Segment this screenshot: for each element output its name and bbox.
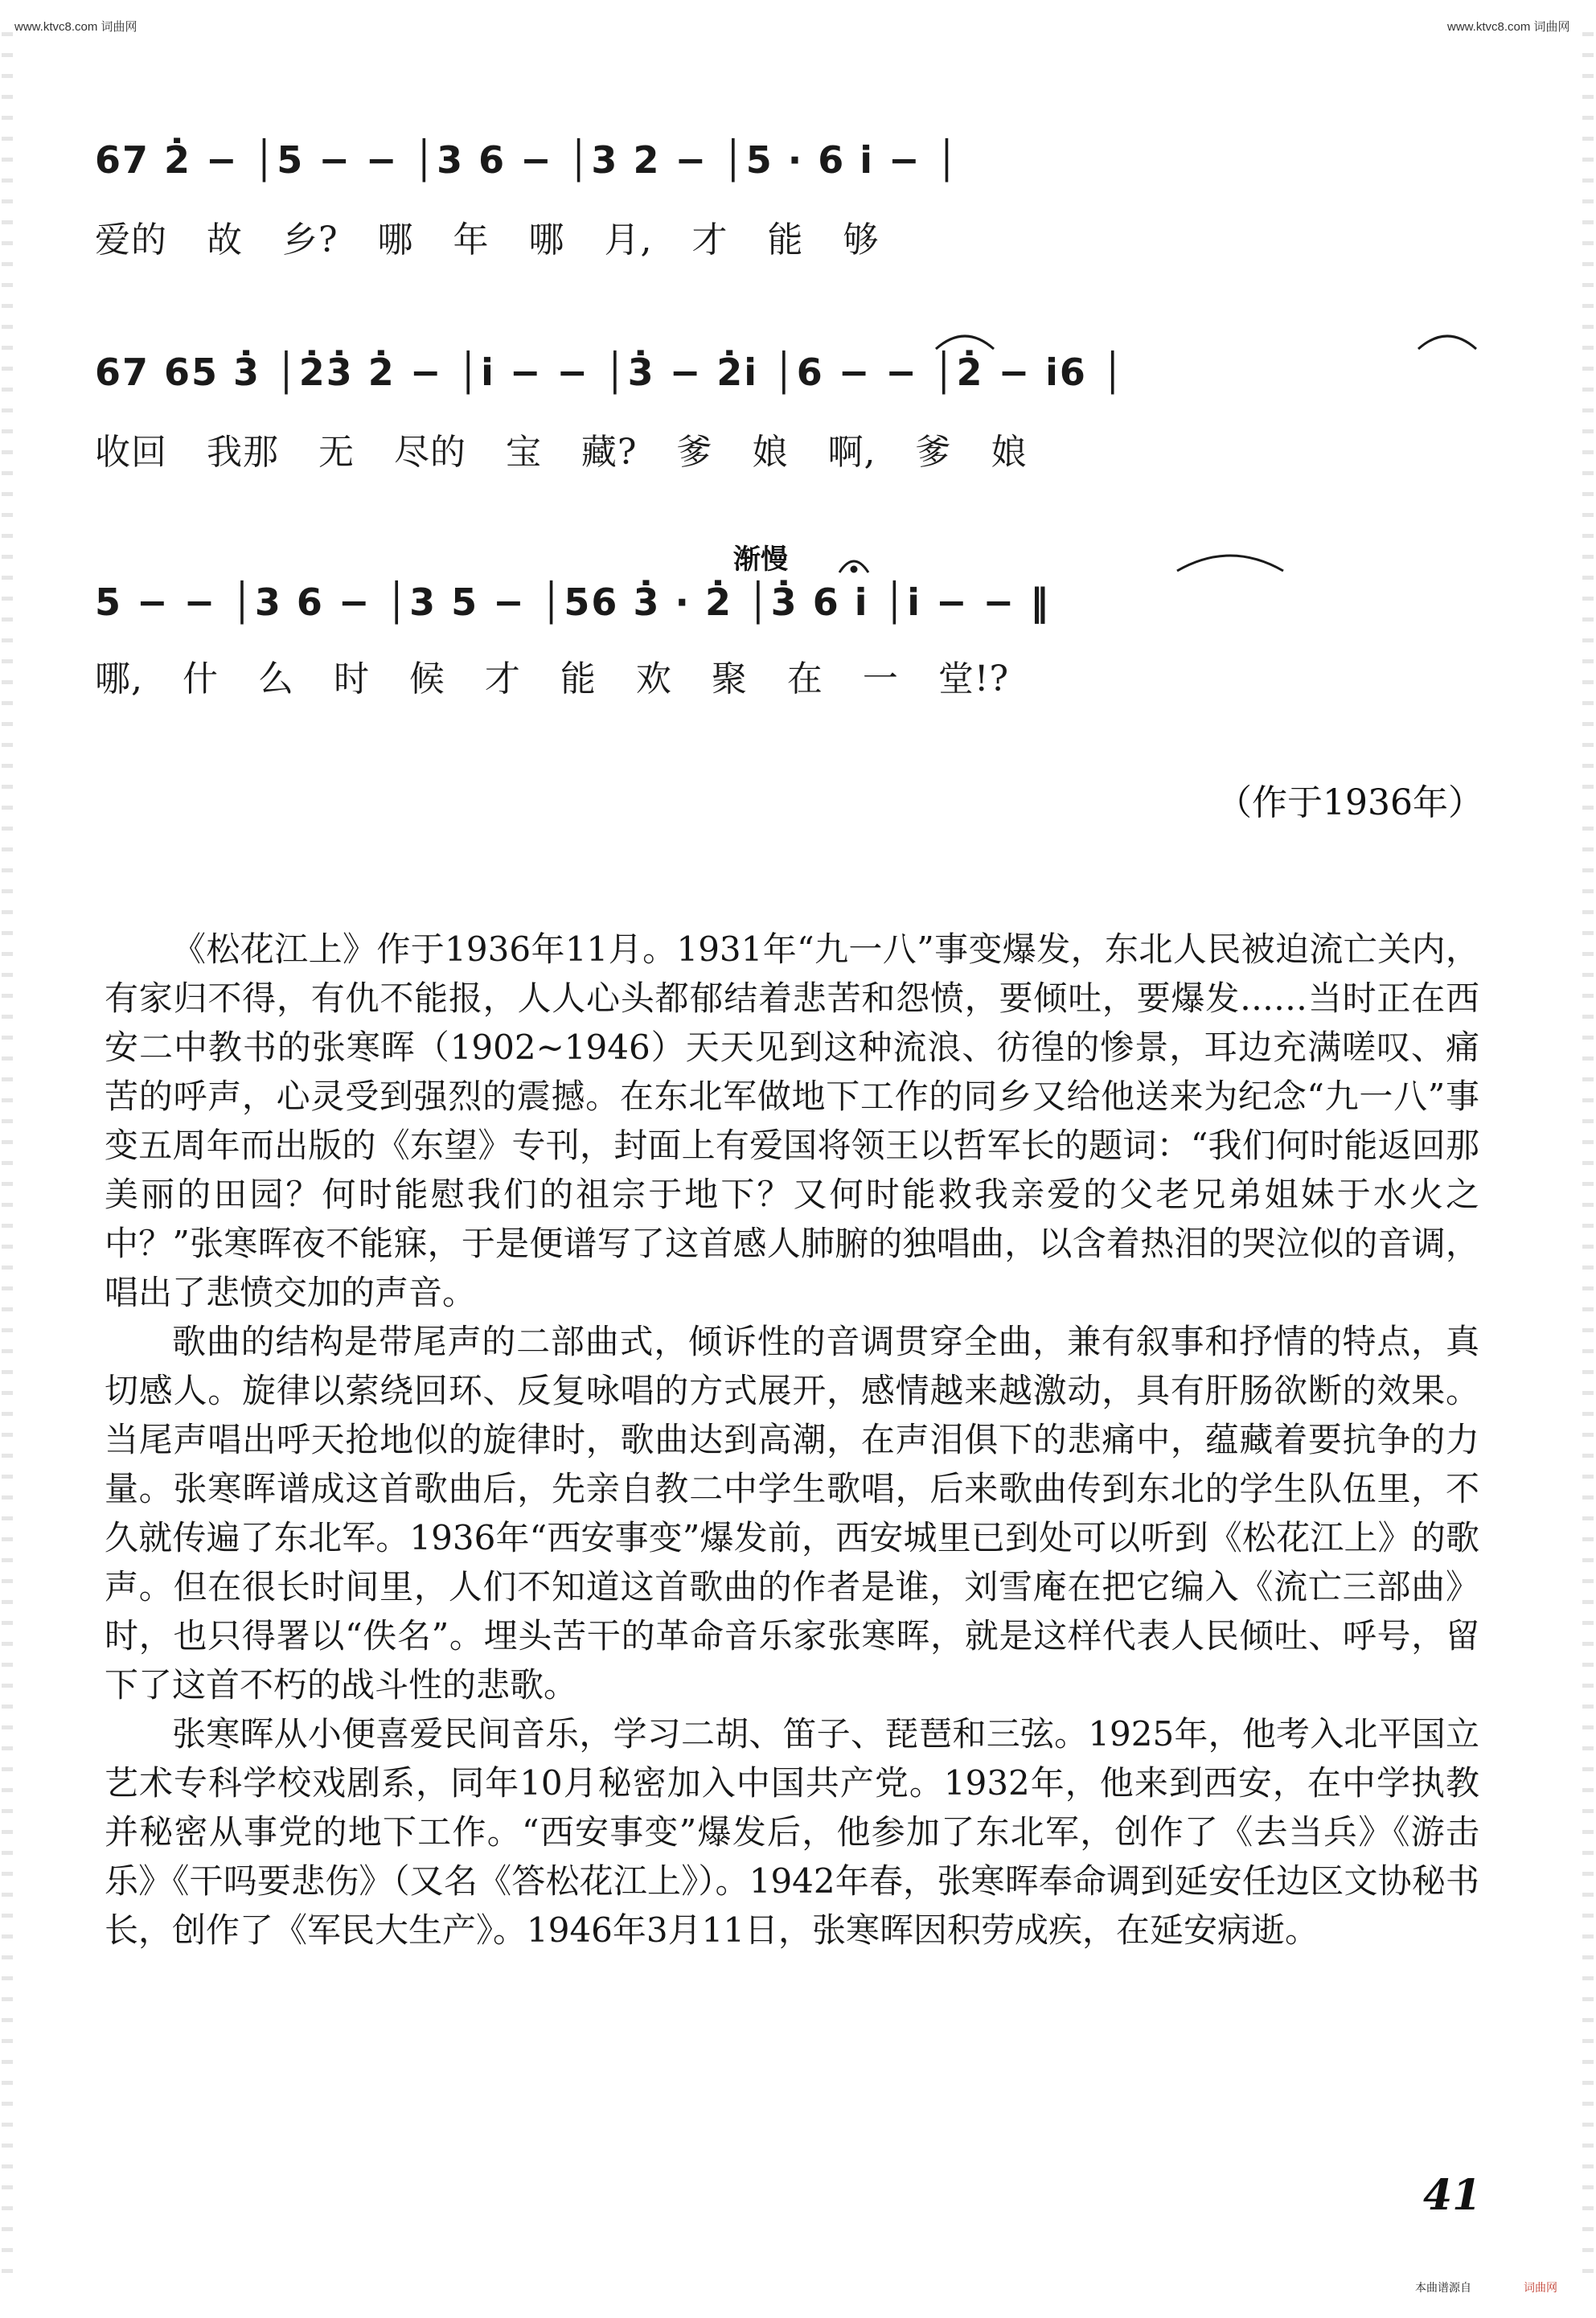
site-tag-right: www.ktvc8.com 词曲网 bbox=[1447, 20, 1570, 34]
slur-row-2-a bbox=[933, 322, 997, 354]
slur-row-2-b bbox=[1415, 322, 1479, 354]
fermata-icon bbox=[836, 550, 872, 577]
composed-date-note: （作于1936年） bbox=[1216, 782, 1483, 823]
article-body bbox=[105, 925, 1479, 1955]
slur-row-3 bbox=[1174, 544, 1286, 576]
page-number: 41 bbox=[1423, 2171, 1482, 2220]
right-margin-strip bbox=[1582, 32, 1594, 2283]
lyrics-row-1: 爱的 故 乡? 哪 年 哪 月, 才 能 够 bbox=[95, 219, 880, 261]
article-paragraph-3: 张寒晖从小便喜爱民间音乐，学习二胡、笛子、琵琶和三弦。1925年，他考入北平国立艺术专科学校戏剧系，同年10月秘密加入中国共产党。1932年，他来到西安，在中学执教并秘密从事党的地下工作。“西安事变”爆发后，他参加了东北军，创作了《去当兵》《游击乐》《干吗要悲伤》（又名《答松花江上》）。1942年春，张寒晖奉命调到延安任边区文协秘书长，创作了《军民大生产》。1946年3月11日，张寒晖因积劳成疾，在延安病逝。 bbox=[105, 1714, 1479, 1950]
lyrics-row-3: 哪, 什 么 时 候 才 能 欢 聚 在 一 堂!? bbox=[95, 658, 1010, 700]
footer-site-tag: 词曲网 bbox=[1524, 2281, 1557, 2294]
left-margin-strip bbox=[2, 32, 13, 2283]
lyrics-row-2: 收回 我那 无 尽的 宝 藏? 爹 娘 啊, 爹 娘 bbox=[95, 432, 1028, 473]
notation-row-1: 67 2̇ − │5 − − │3 6 − │3 2 − │5 · 6 i̇ − │ bbox=[95, 138, 960, 182]
site-tag-left: www.ktvc8.com 词曲网 bbox=[14, 20, 137, 34]
tempo-marking: 渐慢 bbox=[733, 544, 788, 576]
footer-source-note: 本曲谱源自 bbox=[1415, 2281, 1471, 2294]
article-paragraph-2: 歌曲的结构是带尾声的二部曲式，倾诉性的音调贯穿全曲，兼有叙事和抒情的特点，真切感人。旋律以萦绕回环、反复咏唱的方式展开，感情越来越激动，具有肝肠欲断的效果。当尾声唱出呼天抢地似的旋律时，歌曲达到高潮，在声泪俱下的悲痛中，蕴藏着要抗争的力量。张寒晖谱成这首歌曲后，先亲自教二中学生歌唱，后来歌曲传到东北的学生队伍里，不久就传遍了东北军。1936年“西安事变”爆发前，西安城里已到处可以听到《松花江上》的歌声。但在很长时间里，人们不知道这首歌曲的作者是谁，刘雪庵在把它编入《流亡三部曲》时，也只得署以“佚名”。埋头苦干的革命音乐家张寒晖，就是这样代表人民倾吐、呼号，留下了这首不朽的战斗性的悲歌。 bbox=[105, 1322, 1479, 1705]
article-paragraph-1: 《松花江上》作于1936年11月。1931年“九一八”事变爆发，东北人民被迫流亡关内，有家归不得，有仇不能报，人人心头都郁结着悲苦和怨愤，要倾吐，要爆发……当时正在西安二中教书的张寒晖（1902~1946）天天见到这种流浪、彷徨的惨景，耳边充满嗟叹、痛苦的呼声，心灵受到强烈的震撼。在东北军做地下工作的同乡又给他送来为纪念“九一八”事变五周年而出版的《东望》专刊，封面上有爱国将领王以哲军长的题词：“我们何时能返回那美丽的田园？何时能慰我们的祖宗于地下？又何时能救我亲爱的父老兄弟姐妹于水火之中？”张寒晖夜不能寐，于是便谱写了这首感人肺腑的独唱曲，以含着热泪的哭泣似的音调，唱出了悲愤交加的声音。 bbox=[105, 929, 1479, 1312]
notation-row-3: 5 − − │3 6 − │3 5 − │56 3̇ · 2̇ │3̇ 6 i̇ │i̇ − − ‖ bbox=[95, 581, 1051, 624]
notation-row-2: 67 65 3̇ │2̇3̇ 2̇ − │i̇ − − │3̇ − 2̇i̇ │6 − − │2̇ − i̇6 │ bbox=[95, 351, 1126, 394]
